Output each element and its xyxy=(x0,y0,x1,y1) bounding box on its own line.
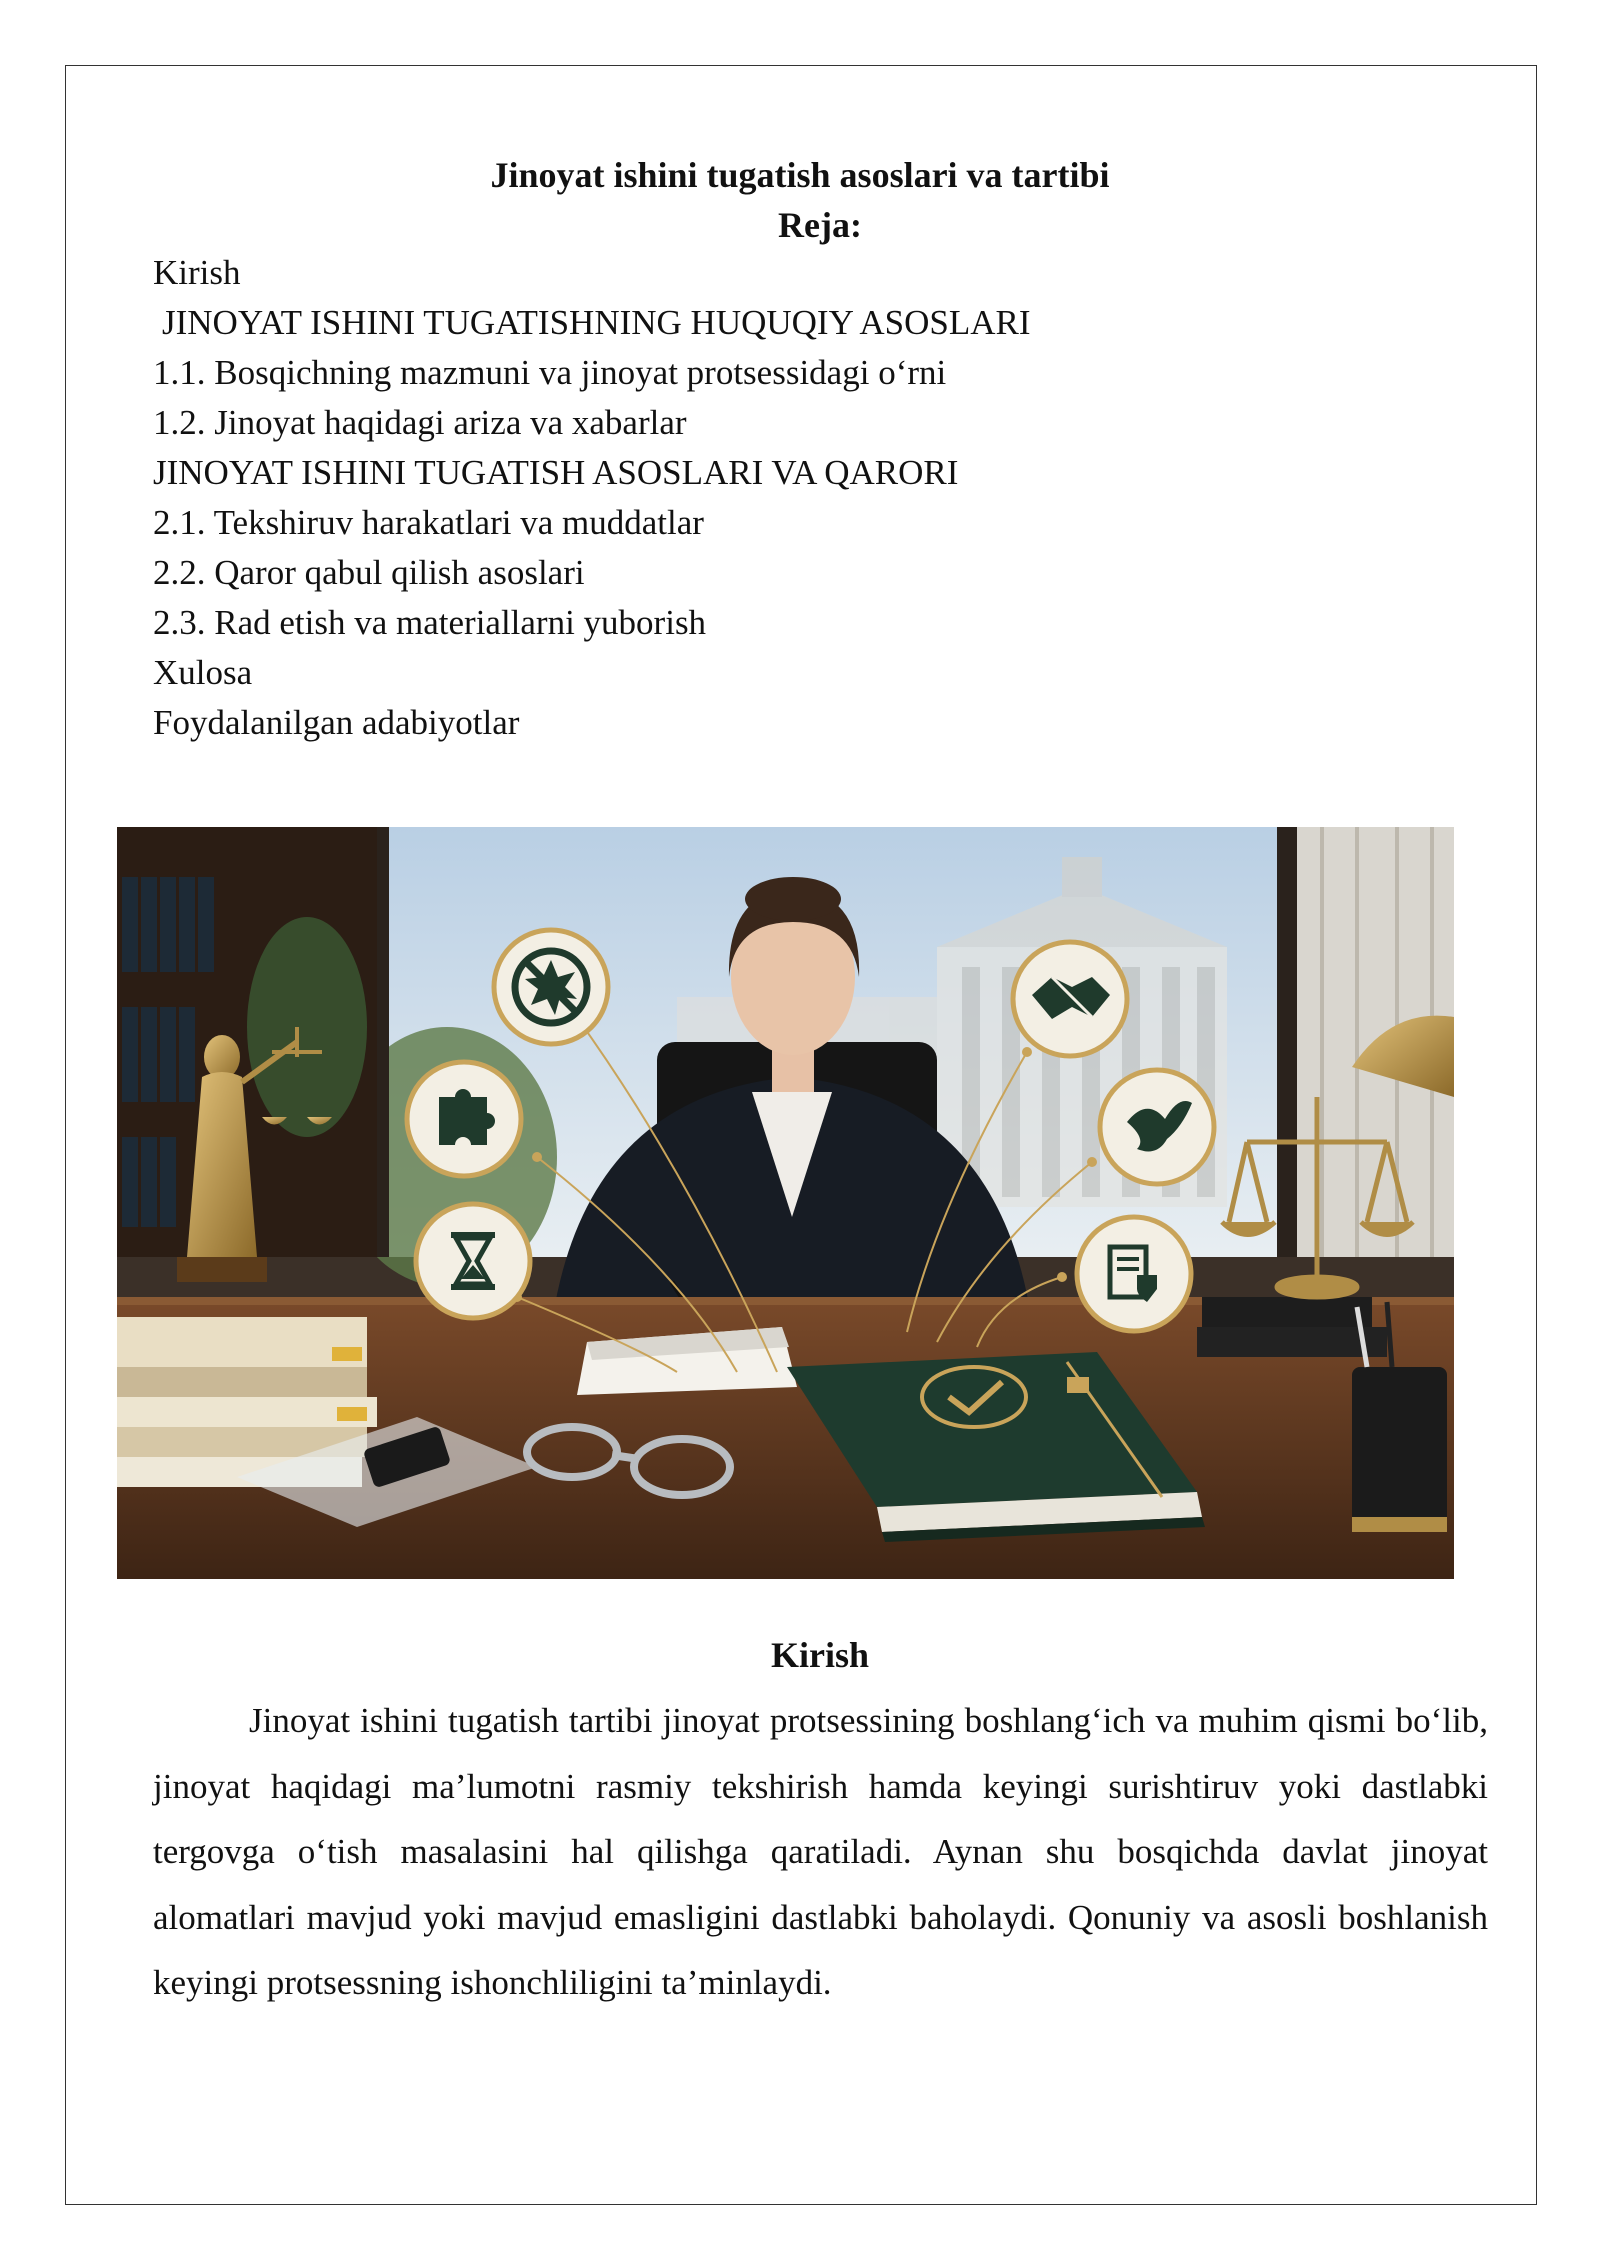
plan-item: JINOYAT ISHINI TUGATISH ASOSLARI VA QARORI xyxy=(153,453,959,492)
plan-item: 2.1. Tekshiruv harakatlari va muddatlar xyxy=(153,503,704,542)
plan-item: JINOYAT ISHINI TUGATISHNING HUQUQIY ASOSLARI xyxy=(162,303,1031,342)
illustration xyxy=(117,827,1454,1579)
plan-item: 1.2. Jinoyat haqidagi ariza va xabarlar xyxy=(153,403,687,442)
hourglass-icon xyxy=(416,1204,530,1318)
plan-heading: Reja: xyxy=(778,205,862,245)
plan-item: Xulosa xyxy=(153,653,253,692)
plan-item: Foydalanilgan adabiyotlar xyxy=(153,703,520,742)
document-title: Jinoyat ishini tugatish asoslari va tartibi xyxy=(490,155,1110,195)
plan-list xyxy=(153,248,1031,748)
intro-heading: Kirish xyxy=(770,1635,869,1675)
plan-item: 2.3. Rad etish va materiallarni yuborish xyxy=(153,603,707,642)
plan-item: Kirish xyxy=(153,253,241,292)
document-shield-icon xyxy=(1077,1217,1191,1331)
pen-holder xyxy=(1352,1367,1447,1532)
handshake-icon xyxy=(1013,942,1127,1056)
puzzle-icon xyxy=(407,1062,521,1176)
plan-item: 1.1. Bosqichning mazmuni va jinoyat protsessidagi o‘rni xyxy=(153,353,947,392)
dove-icon xyxy=(1100,1070,1214,1184)
intro-paragraph: Jinoyat ishini tugatish tartibi jinoyat protsessining boshlang‘ich va muhim qismi bo‘lib, jinoyat haqidagi ma’lumotni rasmiy tekshirish hamda keyingi surishtiruv yoki dastlabki tergovga o‘tish masalasini hal qilishga qaratiladi. Aynan shu bosqichda davlat jinoyat alomatlari mavjud yoki mavjud emasligini dastlabki baholaydi. Qonuniy va asosli boshlanish keyingi protsessning ishonchliligini ta’minlaydi. xyxy=(153,1701,1488,2002)
no-violence-icon xyxy=(494,930,608,1044)
plan-item: 2.2. Qaror qabul qilish asoslari xyxy=(153,553,585,592)
